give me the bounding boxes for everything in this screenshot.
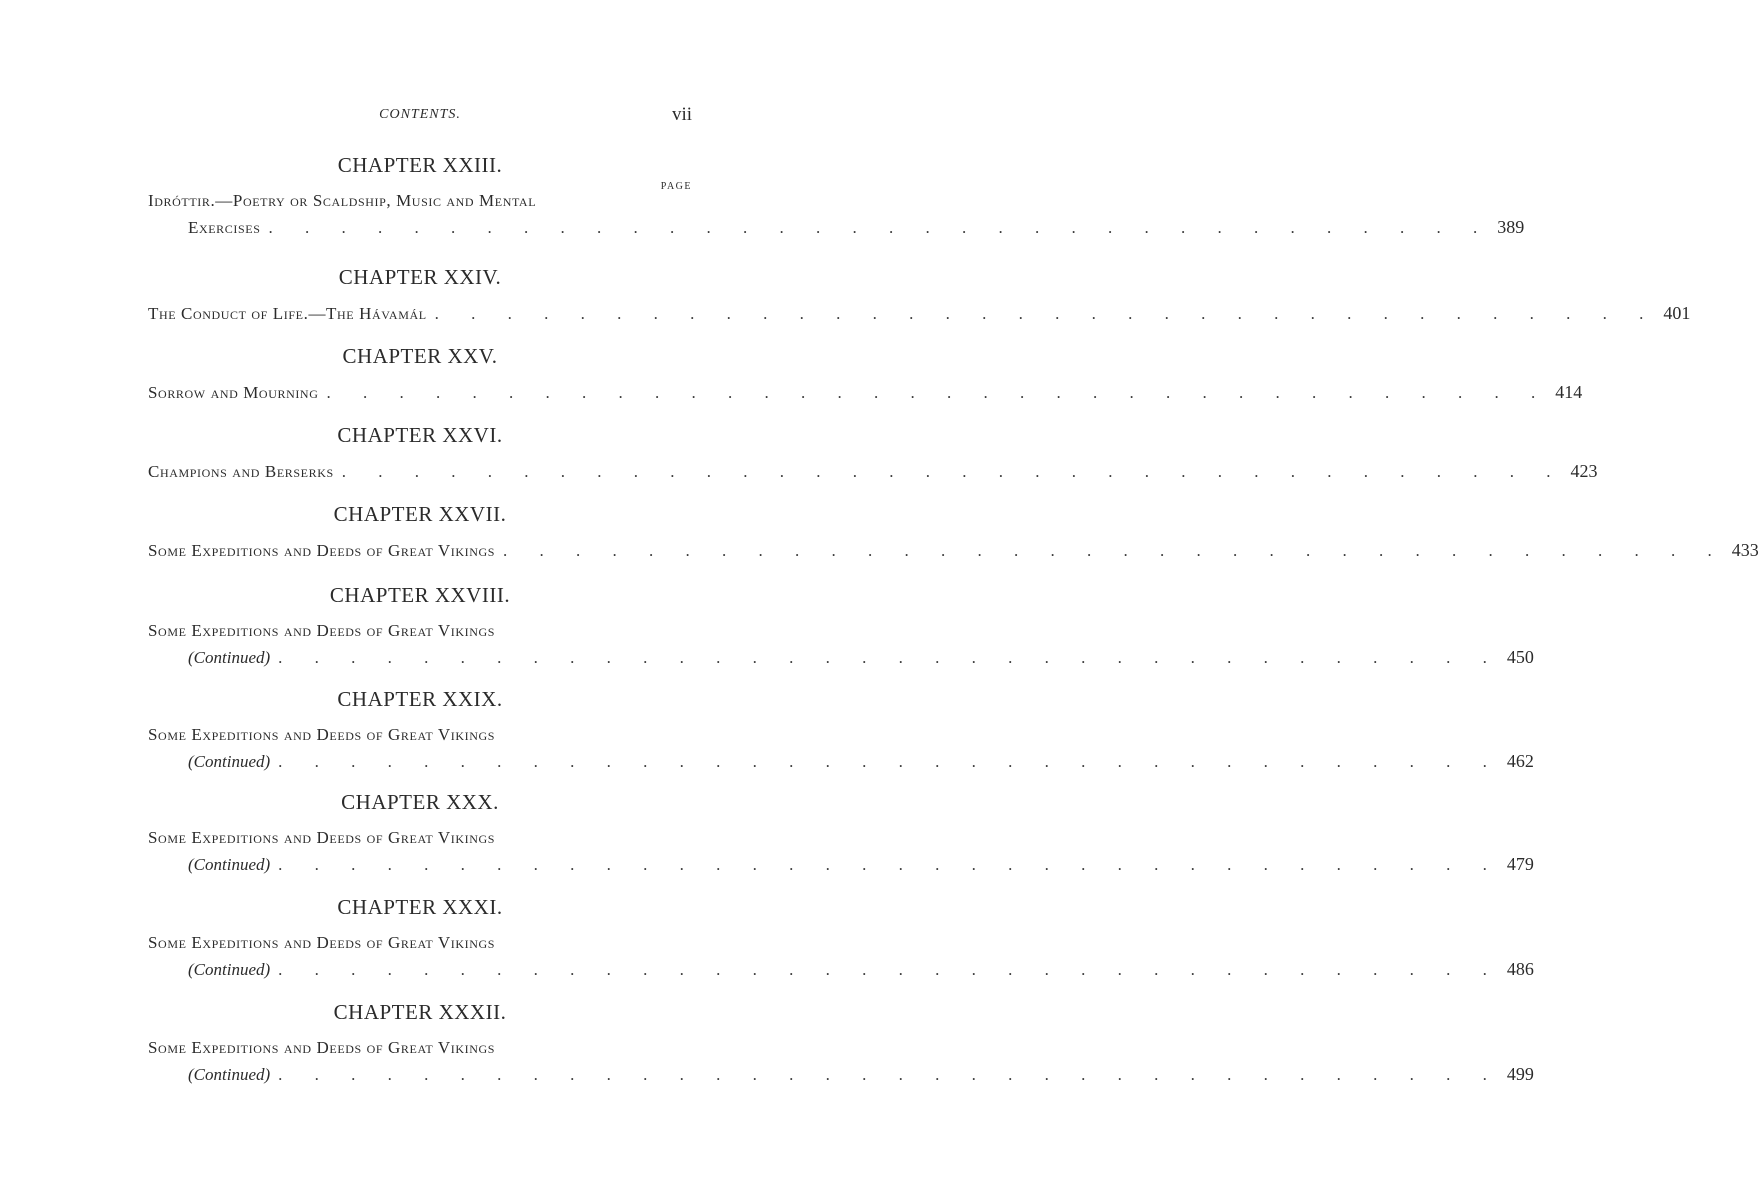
chapter-entry-xxxi bbox=[148, 894, 1534, 982]
page-number: 389 bbox=[1497, 217, 1525, 237]
entry-title-continued: (Continued) bbox=[188, 960, 271, 979]
entry-title: Idróttir.—Poetry or Scaldship, Music and Mental bbox=[148, 191, 537, 210]
entry-title: Some Expeditions and Deeds of Great Vikings bbox=[148, 725, 495, 744]
entry-title-line bbox=[148, 458, 1598, 484]
chapter-entry-xxvi bbox=[148, 422, 1598, 484]
chapter-entry-xxxii bbox=[148, 999, 1534, 1087]
chapter-entry-xxvii bbox=[148, 501, 1759, 563]
dot-leader: . . . . . . . . . . . . . . . . . . . . . . . . . . . . . . . . . . bbox=[434, 304, 1658, 323]
entry-title-continued: (Continued) bbox=[188, 752, 271, 771]
chapter-entry-xxviii bbox=[148, 582, 1534, 670]
chapter-entry-xxiv bbox=[148, 264, 1691, 326]
entry-title-line bbox=[148, 825, 692, 851]
chapter-heading: CHAPTER XXXII. bbox=[333, 1000, 507, 1024]
chapter-heading: CHAPTER XXV. bbox=[342, 344, 498, 368]
dot-leader: . . . . . . . . . . . . . . . . . . . . . . . . . . . . . . . . . . bbox=[503, 541, 1726, 560]
entry-title-line bbox=[148, 1035, 692, 1061]
chapter-heading: CHAPTER XXIX. bbox=[337, 687, 503, 711]
entry-title-line bbox=[148, 930, 692, 956]
entry-title-continued: Exercises bbox=[188, 218, 261, 237]
chapter-entry-xxx bbox=[148, 789, 1534, 877]
chapter-heading: CHAPTER XXVII. bbox=[333, 502, 507, 526]
entry-title-continued: (Continued) bbox=[188, 855, 271, 874]
entry-title-line bbox=[148, 300, 1691, 326]
page-number: 479 bbox=[1506, 854, 1534, 874]
dot-leader: . . . . . . . . . . . . . . . . . . . . . . . . . . . . . . . . . . bbox=[278, 960, 1501, 979]
chapter-entry-xxiii bbox=[148, 152, 1525, 240]
chapter-heading: CHAPTER XXXI. bbox=[337, 895, 503, 919]
entry-title-line bbox=[148, 618, 692, 644]
dot-leader: . . . . . . . . . . . . . . . . . . . . . . . . . . . . . . . . . . bbox=[278, 752, 1501, 771]
running-head bbox=[148, 104, 692, 128]
entry-title-continued: (Continued) bbox=[188, 1065, 271, 1084]
entry-title-line bbox=[148, 379, 1583, 405]
page-number: 486 bbox=[1506, 959, 1534, 979]
entry-title-line bbox=[148, 537, 1759, 563]
entry-title: Some Expeditions and Deeds of Great Vikings bbox=[148, 621, 495, 640]
entry-title: Some Expeditions and Deeds of Great Vikings bbox=[148, 828, 495, 847]
entry-title: Some Expeditions and Deeds of Great Vikings bbox=[148, 1038, 495, 1057]
dot-leader: . . . . . . . . . . . . . . . . . . . . . . . . . . . . . . . . . . bbox=[278, 1065, 1501, 1084]
page-number: 450 bbox=[1506, 647, 1534, 667]
page-number: 423 bbox=[1570, 461, 1598, 481]
entry-title: Some Expeditions and Deeds of Great Vikings bbox=[148, 933, 495, 952]
page-number: 401 bbox=[1663, 303, 1691, 323]
page-number: 433 bbox=[1731, 540, 1759, 560]
page-column-label: PAGE bbox=[660, 181, 692, 192]
page-number: 414 bbox=[1555, 382, 1583, 402]
entry-title-line bbox=[148, 214, 1525, 240]
dot-leader: . . . . . . . . . . . . . . . . . . . . . . . . . . . . . . . . . . bbox=[278, 855, 1501, 874]
entry-title-continued: (Continued) bbox=[188, 648, 271, 667]
dot-leader: . . . . . . . . . . . . . . . . . . . . . . . . . . . . . . . . . . bbox=[326, 383, 1550, 402]
chapter-heading: CHAPTER XXVI. bbox=[337, 423, 503, 447]
page-number: 462 bbox=[1506, 751, 1534, 771]
dot-leader: . . . . . . . . . . . . . . . . . . . . . . . . . . . . . . . . . . bbox=[268, 218, 1492, 237]
entry-title: Champions and Berserks bbox=[148, 462, 334, 481]
entry-title-line bbox=[148, 644, 1534, 670]
chapter-heading: CHAPTER XXX. bbox=[341, 790, 499, 814]
entry-title-line bbox=[148, 722, 692, 748]
chapter-entry-xxix bbox=[148, 686, 1534, 774]
chapter-heading: CHAPTER XXIV. bbox=[338, 265, 502, 289]
entry-title-line bbox=[148, 188, 692, 214]
page-number: 499 bbox=[1506, 1064, 1534, 1084]
entry-title: Sorrow and Mourning bbox=[148, 383, 319, 402]
entry-title: Some Expeditions and Deeds of Great Vikings bbox=[148, 541, 495, 560]
entry-title-line bbox=[148, 748, 1534, 774]
dot-leader: . . . . . . . . . . . . . . . . . . . . . . . . . . . . . . . . . . bbox=[278, 648, 1501, 667]
page-folio: vii bbox=[671, 104, 692, 125]
entry-title-line bbox=[148, 956, 1534, 982]
entry-title-line bbox=[148, 1061, 1534, 1087]
chapter-heading: CHAPTER XXIII. bbox=[337, 153, 503, 177]
dot-leader: . . . . . . . . . . . . . . . . . . . . . . . . . . . . . . . . . . bbox=[341, 462, 1565, 481]
running-title: CONTENTS. bbox=[379, 107, 461, 122]
chapter-entry-xxv bbox=[148, 343, 1583, 405]
entry-title-line bbox=[148, 851, 1534, 877]
entry-title: The Conduct of Life.—The Hávamál bbox=[148, 304, 427, 323]
chapter-heading: CHAPTER XXVIII. bbox=[329, 583, 511, 607]
